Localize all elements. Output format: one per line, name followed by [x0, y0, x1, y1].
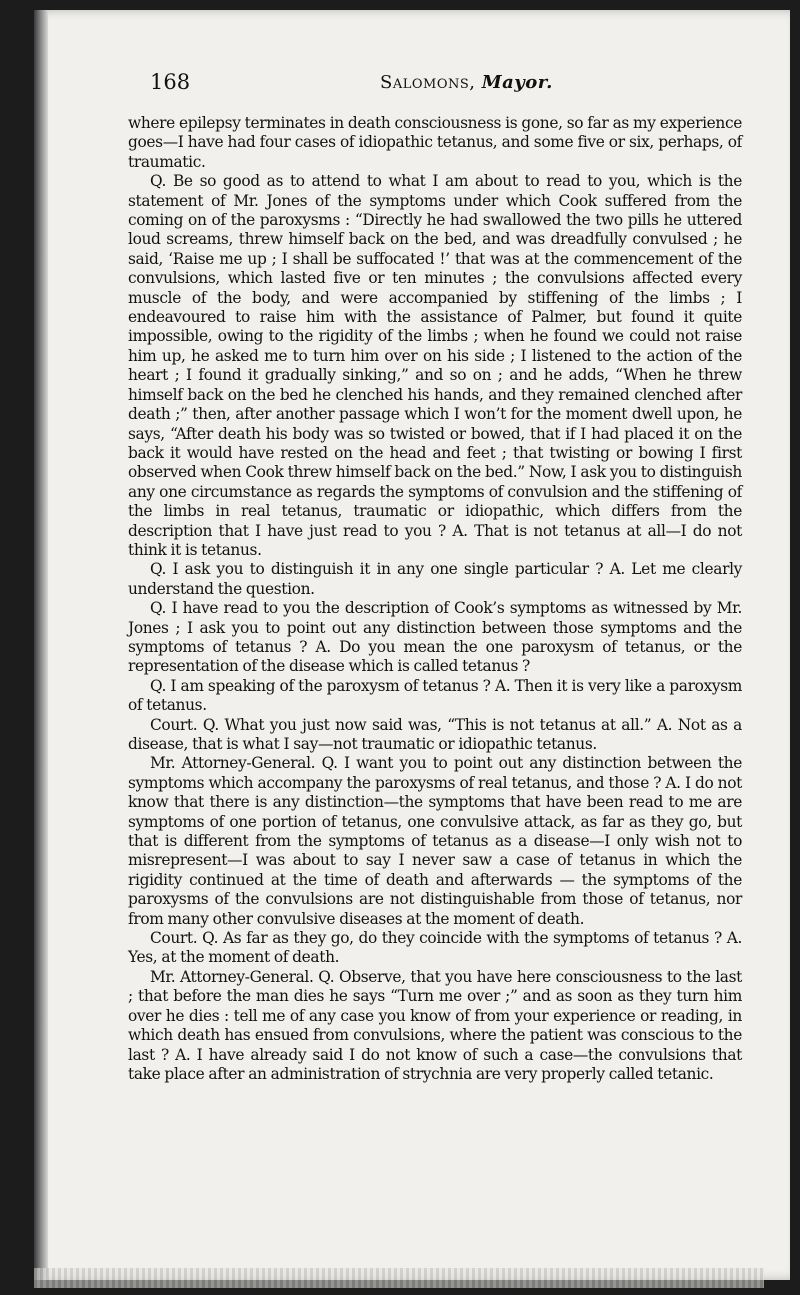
- paragraph: Mr. Attorney-General. Q. I want you to point out any distinction between the symptoms which accompany the paroxysms of real tetanus, and those ? A. I do not know that there is any distinction—the symptoms that have been read to me are symptoms of one portion of tetanus, one convulsive attack, as far as they go, but that is different from the symptoms of tetanus as a disease—I only wish not to misrepresent—I was about to say I never saw a case of tetanus in which the rigidity continued at the time of death and afterwards — the symptoms of the paroxysms of the convulsions are not distinguishable from those of tetanus, nor from many other convulsive diseases at the moment of death.: [128, 754, 742, 928]
- running-head-title: Mayor.: [481, 72, 553, 93]
- paragraph: Court. Q. What you just now said was, “This is not tetanus at all.” A. Not as a disease, that is what I say—not traumatic or idiopathic tetanus.: [128, 715, 742, 753]
- running-head: [380, 72, 553, 93]
- page-number: 168: [150, 70, 191, 94]
- paragraph: Court. Q. As far as they go, do they coincide with the symptoms of tetanus ? A. Yes, at the moment of death.: [128, 929, 742, 967]
- paragraph: Q. I ask you to distinguish it in any one single particular ? A. Let me clearly understand the question.: [128, 560, 742, 598]
- paragraph: Q. I have read to you the description of Cook’s symptoms as witnessed by Mr. Jones ; I ask you to point out any distinction between those symptoms and the symptoms of tetanus ? A. Do you mean the one paroxysm of tetanus, or the representation of the disease which is called tetanus ?: [128, 599, 742, 676]
- running-head-name: Salomons,: [380, 72, 476, 93]
- page-header: [150, 70, 750, 100]
- paragraph: Q. I am speaking of the paroxysm of tetanus ? A. Then it is very like a paroxysm of tetanus.: [128, 676, 742, 715]
- body-text: [128, 114, 742, 1084]
- page-gutter-shadow: [34, 10, 48, 1280]
- page-stack-edge: [34, 1268, 764, 1288]
- paragraph: Mr. Attorney-General. Q. Observe, that you have here consciousness to the last ; that before the man dies he says “Turn me over ;” and as soon as they turn him over he dies : tell me of any case you know of from your experience or reading, in which death has ensued from convulsions, where the patient was conscious to the last ? A. I have already said I do not know of such a case—the convulsions that take place after an administration of strychnia are very properly called tetanic.: [128, 967, 742, 1083]
- paragraph: where epilepsy terminates in death consciousness is gone, so far as my experience goes—I have had four cases of idiopathic tetanus, and some five or six, perhaps, of traumatic.: [128, 114, 742, 171]
- paragraph: Q. Be so good as to attend to what I am about to read to you, which is the statement of Mr. Jones of the symptoms under which Cook suffered from the coming on of the paroxysms : “Directly he had swallowed the two pills he uttered loud screams, threw himself back on the bed, and was dreadfully convulsed ; he said, ‘Raise me up ; I shall be suffocated !’ that was at the commencement of the convulsions, which lasted five or ten minutes ; the convulsions affected every muscle of the body, and were accompanied by stiffening of the limbs ; I endeavoured to raise him with the assistance of Palmer, but found it quite impossible, owing to the rigidity of the limbs ; when he found we could not raise him up, he asked me to turn him over on his side ; I listened to the action of the heart ; I found it gradually sinking,” and so on ; and he adds, “When he threw himself back on the bed he clenched his hands, and they remained clenched after death ;” then, after another passage which I won’t for the moment dwell upon, he says, “After death his body was so twisted or bowed, that if I had placed it on the back it would have rested on the head and feet ; that twisting or bowing I first observed when Cook threw himself back on the bed.” Now, I ask you to distinguish any one circumstance as regards the symptoms of convulsion and the stiffening of the limbs in real tetanus, traumatic or idiopathic, which differs from the description that I have just read to you ? A. That is not tetanus at all—I do not think it is tetanus.: [128, 172, 742, 559]
